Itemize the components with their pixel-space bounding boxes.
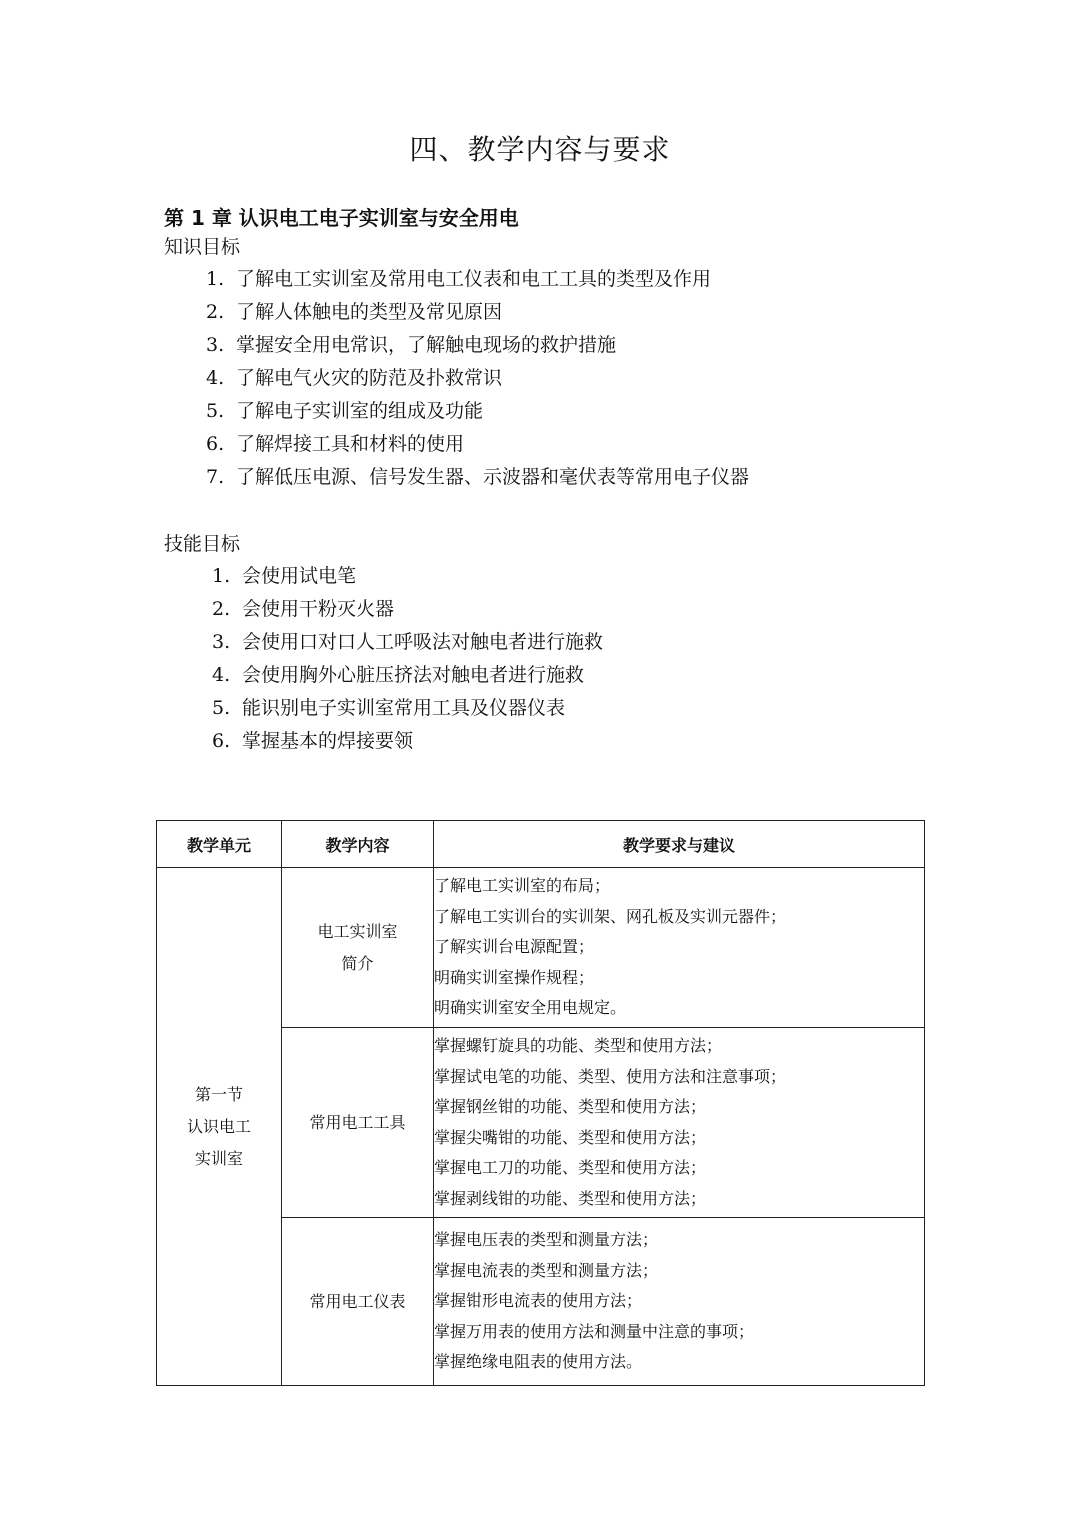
skill-goals-label: 技能目标: [164, 533, 241, 555]
skill-goals-list: [212, 560, 603, 758]
list-item: 5. 了解电子实训室的组成及功能: [206, 400, 484, 422]
list-item: 4. 了解电气火灾的防范及扑救常识: [206, 367, 503, 389]
list-item: 4. 会使用胸外心脏压挤法对触电者进行施救: [212, 664, 585, 686]
list-item: 5. 能识别电子实训室常用工具及仪器仪表: [212, 697, 566, 719]
header-requirements: 教学要求与建议: [434, 821, 925, 868]
requirements-cell: 了解电工实训室的布局； 了解电工实训台的实训架、网孔板及实训元器件； 了解实训台电源配置； 明确实训室操作规程； 明确实训室安全用电规定。: [434, 868, 925, 1028]
table-header-row: [157, 821, 925, 868]
list-item: 6. 了解焊接工具和材料的使用: [206, 433, 465, 455]
list-item: 1. 了解电工实训室及常用电工仪表和电工工具的类型及作用: [206, 268, 712, 290]
list-item: 2. 了解人体触电的类型及常见原因: [206, 301, 503, 323]
header-content: 教学内容: [282, 821, 434, 868]
list-item: 2. 会使用干粉灭火器: [212, 598, 395, 620]
table-row: [157, 868, 925, 1028]
teaching-plan-table: [156, 820, 925, 1386]
chapter-heading: 第 1 章 认识电工电子实训室与安全用电: [164, 206, 519, 230]
content-cell: 常用电工仪表: [282, 1218, 434, 1386]
content-cell: 常用电工工具: [282, 1028, 434, 1218]
list-item: 3. 会使用口对口人工呼吸法对触电者进行施救: [212, 631, 604, 653]
knowledge-goals-list: [206, 263, 749, 494]
list-item: 7. 了解低压电源、信号发生器、示波器和毫伏表等常用电子仪器: [206, 466, 750, 488]
list-item: 1. 会使用试电笔: [212, 565, 357, 587]
page-title: 四、教学内容与要求: [409, 133, 671, 166]
list-item: 6. 掌握基本的焊接要领: [212, 730, 414, 752]
content-cell: 电工实训室 简介: [282, 868, 434, 1028]
list-item: 3. 掌握安全用电常识，了解触电现场的救护措施: [206, 334, 617, 356]
requirements-cell: 掌握电压表的类型和测量方法； 掌握电流表的类型和测量方法； 掌握钳形电流表的使用方法； 掌握万用表的使用方法和测量中注意的事项； 掌握绝缘电阻表的使用方法。: [434, 1218, 925, 1386]
knowledge-goals-label: 知识目标: [164, 236, 241, 258]
unit-cell: 第一节 认识电工 实训室: [157, 868, 282, 1386]
header-unit: 教学单元: [157, 821, 282, 868]
requirements-cell: 掌握螺钉旋具的功能、类型和使用方法； 掌握试电笔的功能、类型、使用方法和注意事项； 掌握钢丝钳的功能、类型和使用方法； 掌握尖嘴钳的功能、类型和使用方法； 掌握电工刀的功能、类型和使用方法； 掌握剥线钳的功能、类型和使用方法；: [434, 1028, 925, 1218]
